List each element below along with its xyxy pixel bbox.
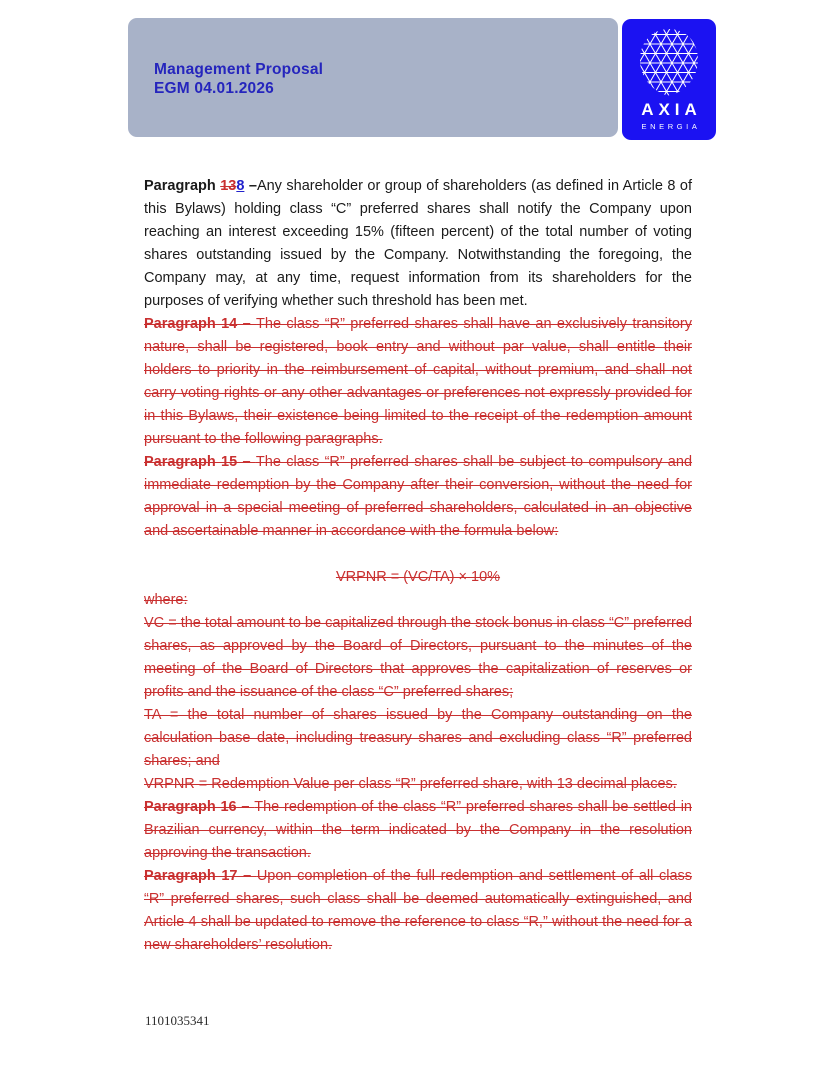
- deleted-paragraph-16: [144, 796, 692, 865]
- deleted-paragraph-16-text: The redemption of the class “R” preferred shares shall be settled in Brazilian currency, within the term indicated by the Company in the resolution approving the transaction.: [144, 799, 692, 861]
- inserted-number-8: 8: [236, 178, 245, 194]
- paragraph-13-8-label: Paragraph: [144, 178, 221, 194]
- deleted-paragraph-15-text: The class “R” preferred shares shall be subject to compulsory and immediate redemption by the Company after their conversion, without the need for approval in a special meeting of preferred shareholders, calculated in an objective and ascertainable manner in accordance with the formula below:: [144, 454, 693, 539]
- paragraph-13-8-text: Any shareholder or group of shareholders (as defined in Article 8 of this Bylaws) holding class “C” preferred shares shall notify the Company upon reaching an interest exceeding 15% (fifteen percent) of the total number of voting shares outstanding issued by the Company. Notwithstanding the foregoing, the Company may, at any time, request information from its shareholders for the purposes of verifying whether such threshold has been met.: [144, 178, 693, 309]
- company-logo: [622, 19, 716, 140]
- footer-doc-number: 1101035341: [145, 1013, 210, 1028]
- deleted-paragraph-15: [144, 451, 692, 543]
- paragraph-13-8: [144, 175, 692, 313]
- deleted-paragraph-16-label: Paragraph 16 –: [144, 799, 255, 815]
- deleted-paragraph-15-label: Paragraph 15 –: [144, 454, 256, 470]
- deleted-paragraph-14-label: Paragraph 14 –: [144, 316, 257, 332]
- header-band: [128, 18, 618, 137]
- logo-sub-wordmark: ENERGIA: [641, 122, 701, 131]
- blank-line: [144, 543, 692, 566]
- logo-wordmark: AXIA: [641, 100, 702, 119]
- deleted-paragraph-17: [144, 865, 692, 957]
- page-title-line1: Management Proposal: [154, 61, 324, 78]
- paragraph-13-8-dash: –: [244, 178, 257, 194]
- page-title-line2: EGM 04.01.2026: [154, 80, 274, 97]
- document-body: [144, 175, 692, 957]
- deleted-where-label: where:: [144, 592, 188, 608]
- axia-sphere-icon: [628, 25, 710, 99]
- deleted-paragraph-17-text: Upon completion of the full redemption and settlement of all class “R” preferred shares, such class shall be deemed automatically extinguished, and Article 4 shall be updated to remove the reference to class “R,” without the need for a new shareholders’ resolution.: [144, 868, 693, 953]
- deleted-definition-vrpnr: VRPNR = Redemption Value per class “R” preferred share, with 13 decimal places.: [144, 776, 677, 792]
- deleted-number-13: 13: [220, 178, 237, 194]
- deleted-paragraph-14: [144, 313, 692, 451]
- deleted-formula: VRPNR = (VC/TA) × 10%: [335, 569, 501, 585]
- page-title: [154, 60, 323, 98]
- deleted-paragraph-17-label: Paragraph 17 –: [144, 868, 257, 884]
- deleted-paragraph-14-text: The class “R” preferred shares shall have an exclusively transitory nature, shall be registered, book entry and without par value, shall entitle their holders to priority in the reimbursement of capital, without premium, and shall not carry voting rights or any other advantages or preferences not expressly provided for in this Bylaws, their existence being limited to the receipt of the redemption amount pursuant to the following paragraphs.: [144, 316, 692, 447]
- deleted-definition-vc: VC = the total amount to be capitalized through the stock bonus in class “C” preferred shares, as approved by the Board of Directors, pursuant to the minutes of the meeting of the Board of Directors that approves the capitalization of reserves or profits and the issuance of the class “C” preferred shares;: [144, 615, 692, 700]
- deleted-definition-ta: TA = the total number of shares issued by the Company outstanding on the calculation base date, including treasury shares and excluding class “R” preferred shares; and: [144, 707, 692, 769]
